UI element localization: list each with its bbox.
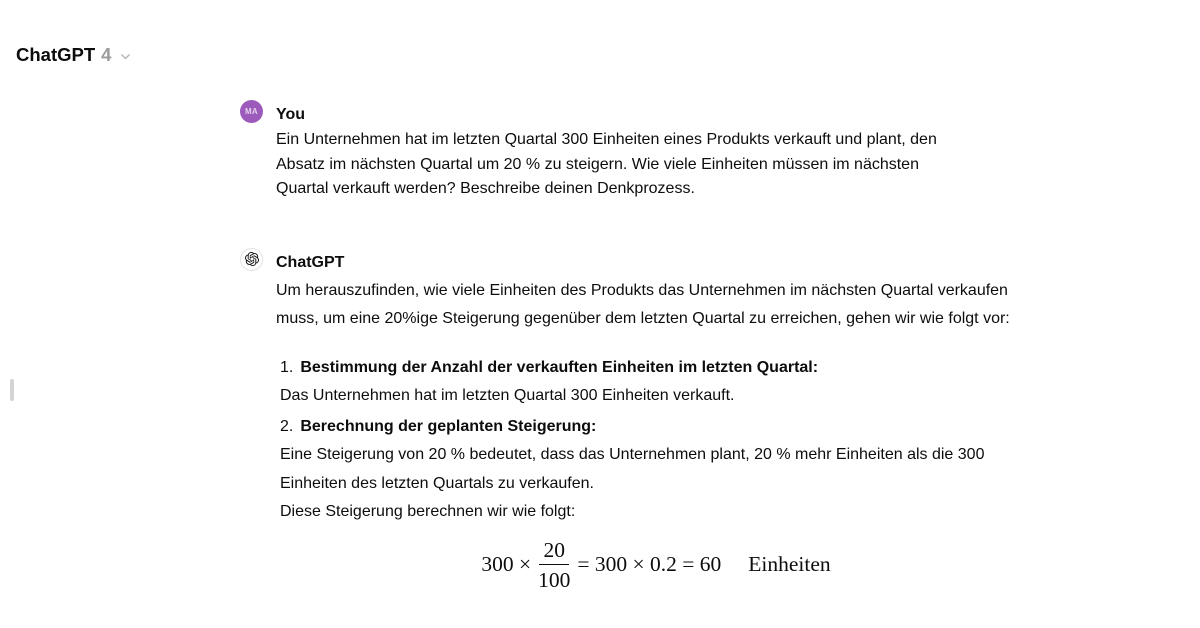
formula-fraction	[538, 537, 570, 593]
user-message-text: Ein Unternehmen hat im letzten Quartal 300 Einheiten eines Produkts verkauft und plant, den Absatz im nächsten Quartal um 20 % zu steigern. Wie viele Einheiten müssen im nächsten Quartal verkauft werden? Beschreibe deinen Denkprozess.	[276, 131, 937, 197]
list-item-2-body-2: Diese Steigerung berechnen wir wie folgt:	[280, 503, 576, 520]
list-item-1-body: Das Unternehmen hat im letzten Quartal 300 Einheiten verkauft.	[280, 387, 735, 404]
fraction-denominator: 100	[538, 567, 571, 592]
sidebar-toggle-handle[interactable]	[10, 379, 14, 401]
chevron-down-icon	[119, 50, 132, 63]
ordered-list	[280, 354, 1070, 527]
list-item-1-heading: 1. Bestimmung der Anzahl der verkauften Einheiten im letzten Quartal:	[280, 358, 819, 376]
assistant-message-body	[276, 248, 1070, 593]
user-message	[240, 100, 1070, 202]
avatar-initials: MA	[244, 107, 259, 116]
brand-title: ChatGPT	[16, 44, 96, 65]
assistant-message	[240, 248, 1070, 593]
fraction-numerator: 20	[539, 537, 569, 566]
user-message-body	[276, 100, 1070, 202]
list-item-1-number: 1.	[280, 358, 294, 376]
model-switcher[interactable]	[16, 44, 132, 66]
user-author-label: You	[276, 106, 306, 123]
formula-lhs: 300 ×	[481, 552, 532, 577]
list-item-2-number: 2.	[280, 417, 294, 435]
model-version: 4	[101, 44, 112, 65]
assistant-avatar	[240, 248, 263, 271]
openai-logo-icon	[245, 252, 259, 266]
list-item-2-heading: 2. Berechnung der geplanten Steigerung:	[280, 417, 597, 435]
assistant-intro-paragraph: Um herauszufinden, wie viele Einheiten des Produkts das Unternehmen im nächsten Quartal verkaufen muss, um eine 20%ige Steigerung gegenüber dem letzten Quartal zu erreichen, gehen wir wie folgt vor:	[276, 281, 1010, 327]
user-avatar	[240, 100, 263, 123]
conversation	[240, 100, 1070, 593]
formula-unit: Einheiten	[748, 552, 831, 577]
math-formula	[276, 537, 1036, 593]
assistant-author-label: ChatGPT	[276, 253, 345, 271]
formula-rhs: = 300 × 0.2 = 60	[577, 552, 722, 577]
list-item-2-body: Eine Steigerung von 20 % bedeutet, dass das Unternehmen plant, 20 % mehr Einheiten als die 300 Einheiten des letzten Quartals zu verkaufen.	[280, 446, 985, 492]
